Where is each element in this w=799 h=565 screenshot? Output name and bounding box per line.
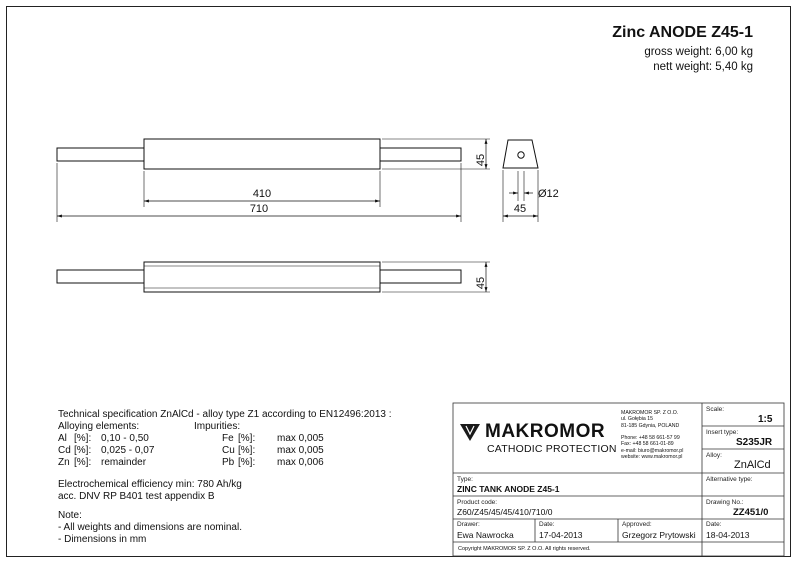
date-approved-label: Date: xyxy=(706,521,722,528)
alloy-value: 0,10 - 0,50 xyxy=(101,433,149,444)
impurity-unit: [%]: xyxy=(238,457,256,468)
company-line: MAKROMOR SP. Z O.O. xyxy=(621,410,679,416)
insert-type-label: Insert type: xyxy=(706,429,739,436)
dim-bottom-height: 45 xyxy=(475,276,487,290)
company-line: Phone: +48 58 661-57 99 xyxy=(621,435,680,442)
alloy-unit: [%]: xyxy=(74,433,92,444)
alloy-unit: [%]: xyxy=(74,457,92,468)
alternative-type-label: Alternative type: xyxy=(706,476,753,483)
spec-heading: Technical specification ZnAlCd - alloy type Z1 according to EN12496:2013 : xyxy=(58,409,392,420)
dim-total-length: 710 xyxy=(249,203,269,215)
drawing-no-label: Drawing No.: xyxy=(706,499,744,506)
alloy-value: remainder xyxy=(101,457,147,468)
product-code-value: Z60/Z45/45/45/410/710/0 xyxy=(457,507,553,517)
note-heading: Note: xyxy=(58,510,82,521)
logo-name: MAKROMOR xyxy=(485,421,606,442)
alloy-el: Cd xyxy=(58,445,71,456)
company-line: ul. Gołębia 15 xyxy=(621,416,654,423)
date-drawn-value: 17-04-2013 xyxy=(539,530,583,540)
impurity-unit: [%]: xyxy=(238,445,256,456)
impurity-el: Cu xyxy=(222,445,235,456)
date-drawn-label: Date: xyxy=(539,521,555,528)
impurity-value: max 0,005 xyxy=(277,433,324,444)
company-info xyxy=(621,410,683,460)
efficiency-line-2: acc. DNV RP B401 test appendix B xyxy=(58,491,215,502)
type-value: ZINC TANK ANODE Z45-1 xyxy=(457,484,560,494)
impurities-heading: Impurities: xyxy=(194,421,241,432)
note-2: - Dimensions in mm xyxy=(58,534,147,545)
dim-section-width: 45 xyxy=(513,203,527,215)
drawer-value: Ewa Nawrocka xyxy=(457,530,514,540)
company-line: website: www.makromor.pl xyxy=(621,454,683,461)
alloying-heading: Alloying elements: xyxy=(58,421,140,432)
approved-label: Approved: xyxy=(622,521,652,528)
scale-label: Scale: xyxy=(706,406,725,413)
dim-anode-length: 410 xyxy=(252,188,272,200)
company-line: e-mail: biuro@makromor.pl xyxy=(621,447,684,454)
gross-weight: gross weight: 6,00 kg xyxy=(644,46,753,58)
date-approved-value: 18-04-2013 xyxy=(706,530,750,540)
impurity-unit: [%]: xyxy=(238,433,256,444)
impurity-value: max 0,006 xyxy=(277,457,324,468)
company-line: Fax: +48 58 661-01-89 xyxy=(621,441,674,448)
alloy-value: 0,025 - 0,07 xyxy=(101,445,155,456)
approved-value: Grzegorz Prytowski xyxy=(622,530,696,540)
drawing-title: Zinc ANODE Z45-1 xyxy=(612,24,753,41)
dim-rod-diameter: Ø12 xyxy=(538,188,559,200)
scale-value: 1:5 xyxy=(758,414,773,425)
alloy-unit: [%]: xyxy=(74,445,92,456)
efficiency-line-1: Electrochemical efficiency min: 780 Ah/kg xyxy=(58,479,242,490)
nett-weight: nett weight: 5,40 kg xyxy=(653,61,753,73)
logo-subtitle: CATHODIC PROTECTION xyxy=(487,443,617,455)
alloy-value: ZnAlCd xyxy=(734,459,771,471)
drawing-no-value: ZZ451/0 xyxy=(733,507,769,518)
impurity-el: Pb xyxy=(222,457,235,468)
alloy-el: Zn xyxy=(58,457,70,468)
logo-mark xyxy=(460,424,480,441)
type-label: Type: xyxy=(457,476,473,483)
copyright: Copyright MAKROMOR SP. Z O.O. All rights reserved. xyxy=(458,546,591,552)
company-line: 81-185 Gdynia, POLAND xyxy=(621,422,680,429)
drawer-label: Drawer: xyxy=(457,521,480,528)
product-code-label: Product code: xyxy=(457,499,498,506)
impurity-el: Fe xyxy=(222,433,234,444)
alloy-label: Alloy: xyxy=(706,452,722,459)
alloy-el: Al xyxy=(58,433,67,444)
note-1: - All weights and dimensions are nominal. xyxy=(58,522,242,533)
impurity-value: max 0,005 xyxy=(277,445,324,456)
insert-type-value: S235JR xyxy=(736,437,773,448)
dim-top-height: 45 xyxy=(475,153,487,167)
